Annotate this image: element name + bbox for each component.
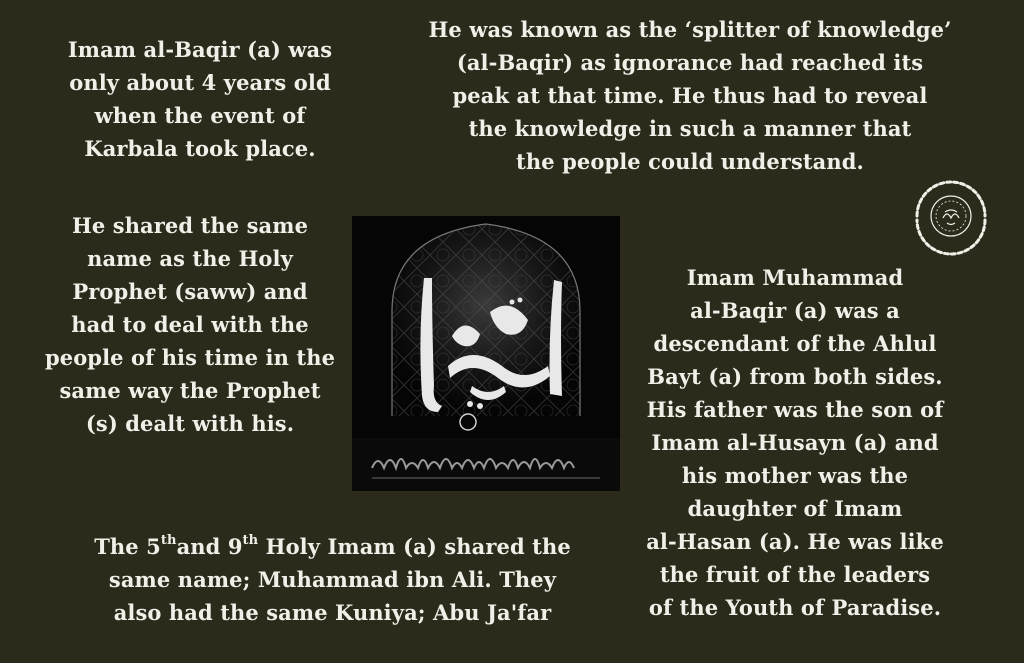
text-line: same way the Prophet [59, 378, 321, 403]
text-line: Imam al-Husayn (a) and [651, 430, 939, 455]
fifth-ninth-imam-text [60, 530, 605, 629]
splitter-of-knowledge-text [390, 13, 990, 178]
text-line: He was known as the ‘splitter of knowledge’ [428, 17, 952, 42]
line-suffix: Holy Imam (a) shared the [258, 534, 571, 559]
logo-seal [903, 168, 999, 264]
text-line: daughter of Imam [687, 496, 903, 521]
text-line: descendant of the Ahlul [653, 331, 937, 356]
text-line: peak at that time. He thus had to reveal [452, 83, 928, 108]
line-mid: and 9 [176, 534, 243, 559]
text-line: the people could understand. [516, 149, 864, 174]
text-line: al-Hasan (a). He was like [646, 529, 944, 554]
text-line: Imam Muhammad [686, 265, 904, 290]
text-line: Karbala took place. [84, 136, 316, 161]
text-line: also had the same Kuniya; Abu Ja'far [113, 600, 552, 625]
text-line: his mother was the [681, 463, 909, 488]
text-line: only about 4 years old [69, 70, 331, 95]
text-line: His father was the son of [646, 397, 944, 422]
superscript: th [242, 533, 259, 548]
text-line: when the event of [94, 103, 306, 128]
text-line: the fruit of the leaders [659, 562, 931, 587]
superscript: th [160, 533, 177, 548]
text-line: had to deal with the [71, 312, 309, 337]
text-line: people of his time in the [44, 345, 336, 370]
text-line: He shared the same [71, 213, 309, 238]
enlightening-inspirations-logo-icon [903, 168, 999, 264]
text-line: al-Baqir (a) was a [690, 298, 900, 323]
descendant-text [625, 261, 965, 624]
text-line: of the Youth of Paradise. [648, 595, 942, 620]
calligraphy-graphic [352, 216, 620, 491]
text-line: name as the Holy [87, 246, 293, 271]
text-line: same name; Muhammad ibn Ali. They [108, 567, 557, 592]
text-line [60, 530, 605, 563]
text-line: the knowledge in such a manner that [468, 116, 912, 141]
text-line: Prophet (saww) and [72, 279, 308, 304]
line-prefix: The 5 [94, 534, 161, 559]
text-line: (al-Baqir) as ignorance had reached its [456, 50, 924, 75]
text-line: (s) dealt with his. [85, 411, 295, 436]
al-baqir-calligraphy-image [352, 216, 620, 491]
text-line: Imam al-Baqir (a) was [67, 37, 333, 62]
text-line: Bayt (a) from both sides. [647, 364, 943, 389]
shared-name-text [20, 209, 360, 440]
karbala-age-text [40, 33, 360, 165]
